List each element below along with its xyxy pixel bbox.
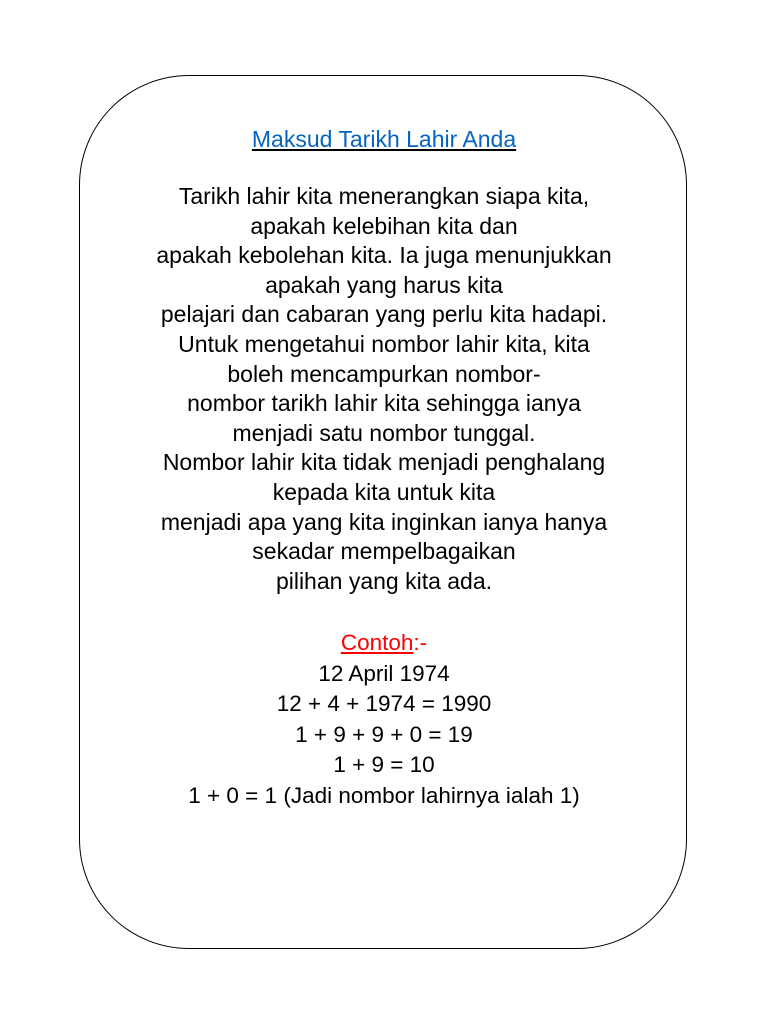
document-content: [79, 122, 689, 811]
paragraph-line: nombor tarikh lahir kita sehingga ianya: [187, 390, 581, 417]
example-line: 12 April 1974: [318, 660, 450, 686]
example-line: 1 + 9 + 9 + 0 = 19: [295, 721, 473, 747]
paragraph-line: Untuk mengetahui nombor lahir kita, kita: [178, 330, 590, 357]
paragraph-line: Tarikh lahir kita menerangkan siapa kita,: [178, 183, 590, 209]
example-label-suffix: :-: [413, 630, 428, 656]
example-section: [79, 628, 689, 811]
paragraph-line: Nombor lahir kita tidak menjadi penghalang: [162, 449, 606, 476]
paragraph-line: apakah kebolehan kita. Ia juga menunjukkan: [156, 242, 612, 269]
example-line: 1 + 0 = 1 (Jadi nombor lahirnya ialah 1): [188, 782, 580, 808]
example-label-word: Contoh: [340, 630, 414, 656]
paragraph-line: kepada kita untuk kita: [272, 478, 496, 505]
example-line: 12 + 4 + 1974 = 1990: [276, 691, 492, 717]
paragraph-line: pilihan yang kita ada.: [275, 567, 493, 594]
paragraph-line: sekadar mempelbagaikan: [252, 538, 516, 565]
document-title-text: Maksud Tarikh Lahir Anda: [251, 126, 517, 152]
paragraph-line: apakah yang harus kita: [265, 271, 503, 298]
document-title: [79, 122, 689, 156]
example-label: [79, 628, 689, 659]
paragraph-line: apakah kelebihan kita dan: [250, 212, 518, 239]
example-line: 1 + 9 = 10: [333, 752, 435, 778]
paragraph: [79, 182, 689, 596]
paragraph-line: menjadi satu nombor tunggal.: [232, 419, 536, 446]
paragraph-line: menjadi apa yang kita inginkan ianya hanya: [160, 508, 608, 535]
paragraph-line: boleh mencampurkan nombor-: [227, 360, 541, 387]
paragraph-line: pelajari dan cabaran yang perlu kita hadapi.: [160, 301, 608, 328]
